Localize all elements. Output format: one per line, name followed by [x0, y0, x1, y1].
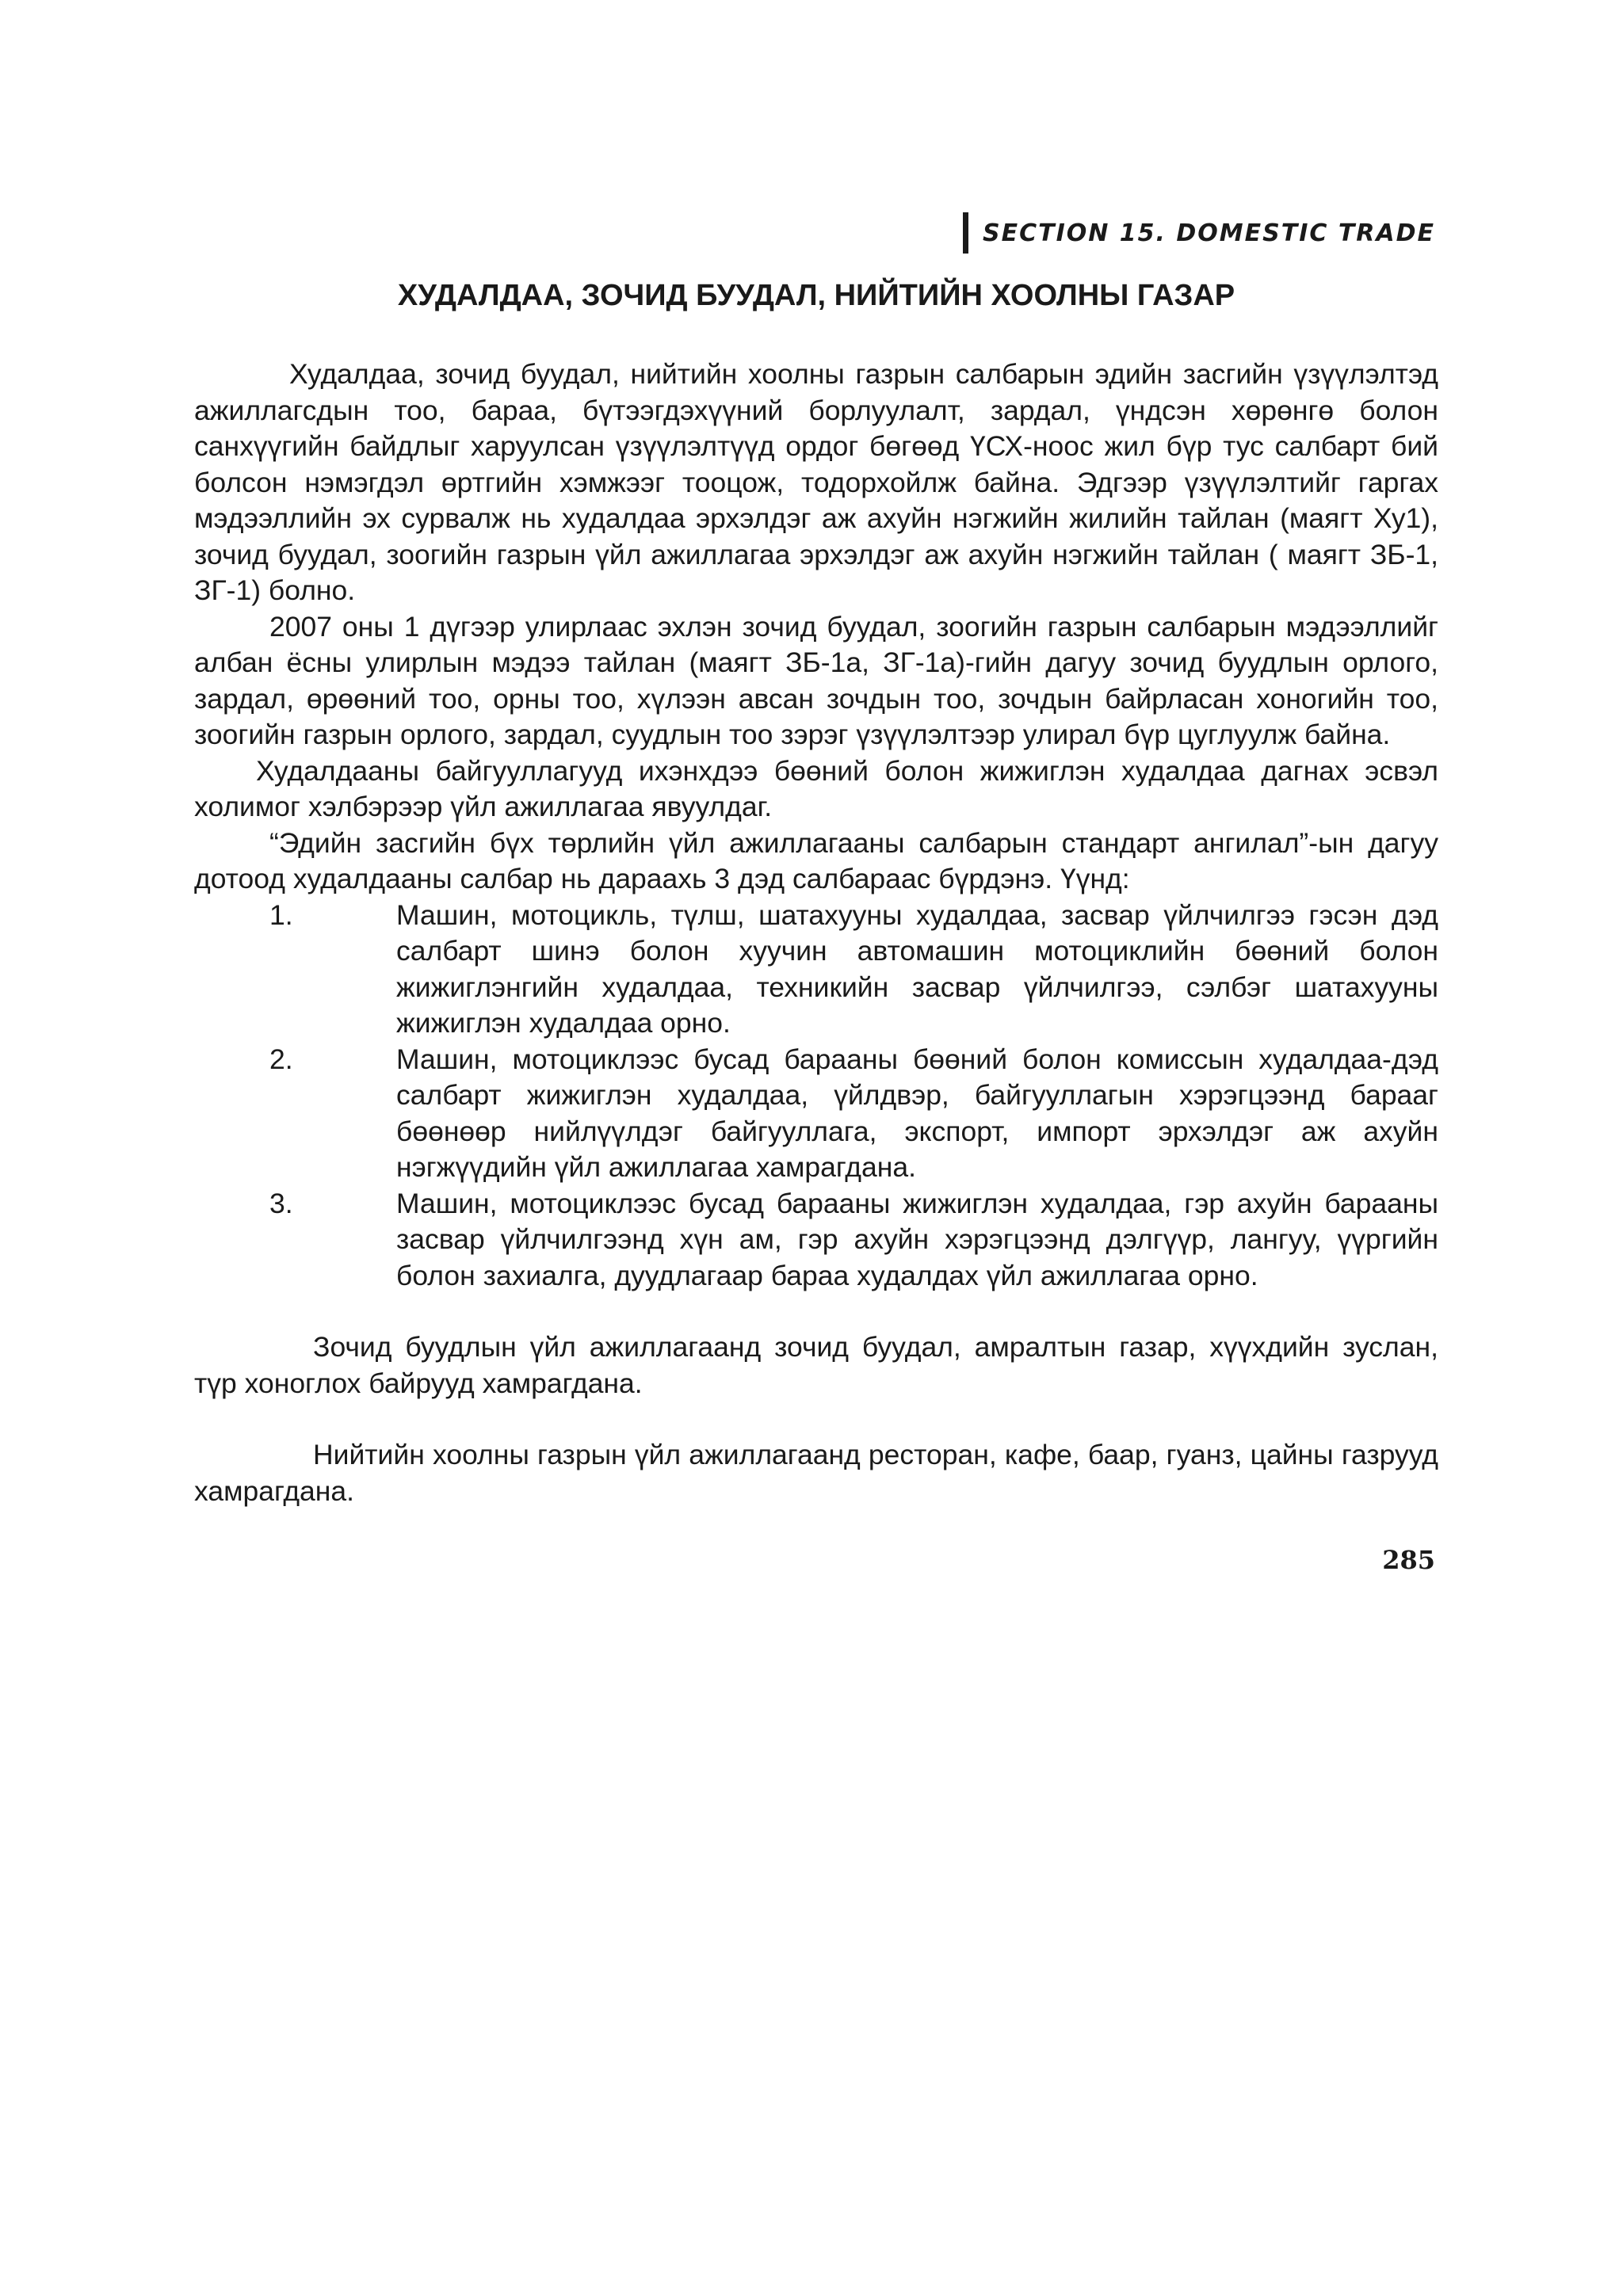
page-number: 285 [1382, 1545, 1435, 1575]
section-label: SECTION 15. DOMESTIC TRADE [982, 219, 1435, 247]
list-item [194, 898, 1438, 1042]
paragraph-catering: Нийтийн хоолны газрын үйл ажиллагаанд ресторан, кафе, баар, гуанз, цайны газрууд хамрагдана. [194, 1439, 1438, 1507]
page-title: ХУДАЛДАА, ЗОЧИД БУУДАЛ, НИЙТИЙН ХООЛНЫ ГАЗАР [397, 279, 1235, 312]
list-item-number: 1. [269, 898, 293, 931]
subsector-list [194, 898, 1438, 1295]
paragraph-quarterly: 2007 оны 1 дүгээр улирлаас эхлэн зочид буудал, зоогийн газрын салбарын мэдээллийг албан ёсны улирлын мэдээ тайлан (маягт ЗБ-1а, ЗГ-1а)-гийн дагуу зочид буудлын орлого, зардал, өрөөний тоо, орны тоо, хүлээн авсан зочдын тоо, зочдын байрласан хоногийн тоо, зоогийн газрын орлого, зардал, суудлын тоо зэрэг үзүүлэлтээр улирал бүр цуглуулж байна. [194, 610, 1438, 750]
list-item-number: 2. [269, 1043, 293, 1075]
list-item-text: Машин, мотоцикль, түлш, шатахууны худалдаа, засвар үйлчилгээ гэсэн дэд салбарт шинэ болон хуучин автомашин мотоциклийн бөөний болон жижиглэнгийн худалдаа, техникийн засвар үйлчилгээ, сэлбэг шатахууны жижиглэн худалдаа орно. [396, 898, 1438, 1039]
paragraph-organizations: Худалдааны байгууллагууд ихэнхдээ бөөний болон жижиглэн худалдаа дагнах эсвэл холимог хэлбэрээр үйл ажиллагаа явуулдаг. [194, 754, 1438, 822]
list-item-number: 3. [269, 1187, 293, 1219]
paragraph-intro: Худалдаа, зочид буудал, нийтийн хоолны газрын салбарын эдийн засгийн үзүүлэлтэд ажиллагсдын тоо, бараа, бүтээгдэхүүний борлуулалт, зардал, үндсэн хөрөнгө болон санхүүгийн байдлыг харуулсан үзүүлэлтүүд ордог бөгөөд ҮСХ-ноос жил бүр тус салбарт бий болсон нэмэгдэл өртгийн хэмжээг тооцож, тодорхойлж байна. Эдгээр үзүүлэлтийг гаргах мэдээллийн эх сурвалж нь худалдаа эрхэлдэг аж ахуйн нэгжийн жилийн тайлан (маягт Ху1), зочид буудал, зоогийн газрын үйл ажиллагаа эрхэлдэг аж ахуйн нэгжийн тайлан ( маягт ЗБ-1, ЗГ-1) болно. [194, 358, 1438, 606]
section-marker-bar [963, 212, 968, 254]
list-item [194, 1186, 1438, 1295]
list-item [194, 1042, 1438, 1186]
paragraph-classification: “Эдийн засгийн бүх төрлийн үйл ажиллагааны салбарын стандарт ангилал”-ын дагуу дотоод худалдааны салбар нь дараахь 3 дэд салбараас бүрдэнэ. Үүнд: [194, 826, 1438, 894]
list-item-text: Машин, мотоциклээс бусад барааны бөөний болон комиссын худалдаа-дэд салбарт жижиглэн худалдаа, үйлдвэр, байгууллагын хэрэгцээнд барааг бөөнөөр нийлүүлдэг байгууллага, экспорт, импорт эрхэлдэг аж ахуйн нэгжүүдийн үйл ажиллагаа хамрагдана. [396, 1043, 1438, 1183]
document-body [194, 357, 1438, 1509]
list-item-text: Машин, мотоциклээс бусад барааны жижиглэн худалдаа, гэр ахуйн барааны засвар үйлчилгээнд хүн ам, гэр ахуйн хэрэгцээнд дэлгүүр, лангуу, үүргийн болон захиалга, дуудлагаар бараа худалдах үйл ажиллагаа орно. [396, 1187, 1438, 1291]
paragraph-hotels: Зочид буудлын үйл ажиллагаанд зочид буудал, амралтын газар, хүүхдийн зуслан, түр хоноглох байрууд хамрагдана. [194, 1331, 1438, 1399]
section-header [963, 212, 1435, 254]
